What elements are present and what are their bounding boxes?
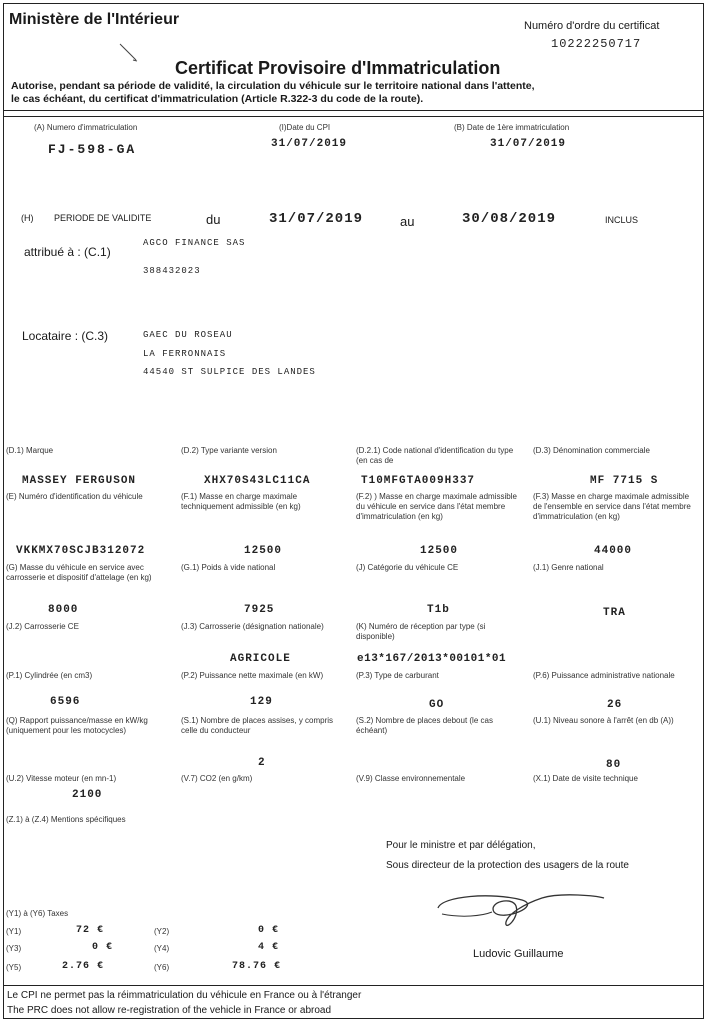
seats-value: 2 [258, 757, 266, 769]
max-mass-service-value: 12500 [420, 545, 459, 557]
fiscal-power-label: (P.6) Puissance administrative nationale [533, 671, 675, 680]
body-ce-label: (J.2) Carrosserie CE [6, 622, 79, 631]
tenant-address-2: 44540 ST SULPICE DES LANDES [143, 367, 316, 377]
footer-divider [3, 985, 704, 986]
vehicle-mass-value: 8000 [48, 604, 79, 616]
max-mass-combination-value: 44000 [594, 545, 633, 557]
commercial-name-label: (D.3) Dénomination commerciale [533, 446, 650, 455]
holder-label: attribué à : (C.1) [24, 245, 111, 259]
first-registration-date: 31/07/2019 [490, 138, 567, 150]
validity-label: PERIODE DE VALIDITE [54, 213, 152, 223]
vin-label: (E) Numéro d'identification du véhicule [6, 492, 143, 501]
registration-number-label: (A) Numero d'immatriculation [34, 123, 138, 132]
net-power-label: (P.2) Puissance nette maximale (en kW) [181, 671, 324, 680]
national-type-code-label: (D.2.1) Code national d'identification du type (en cas de [356, 446, 514, 465]
cpi-date-label: (I)Date du CPI [279, 123, 331, 132]
cpi-date: 31/07/2019 [271, 138, 348, 150]
tax-y2-value: 0 € [258, 925, 280, 936]
noise-level-label: (U.1) Niveau sonore à l'arrêt (en db (A)) [533, 716, 674, 725]
validity-inclus: INCLUS [605, 215, 639, 225]
type-variant-value: XHX70S43LC11CA [204, 475, 311, 487]
tax-y5-value: 2.76 € [62, 961, 105, 972]
validity-code: (H) [21, 213, 34, 223]
net-power-value: 129 [250, 696, 273, 708]
order-number-label: Numéro d'ordre du certificat [524, 20, 660, 32]
empty-weight-label: (G.1) Poids à vide national [181, 563, 276, 572]
displacement-label: (P.1) Cylindrée (en cm3) [6, 671, 93, 680]
ministry-name: Ministère de l'Intérieur [9, 11, 180, 28]
tenant-name: GAEC DU ROSEAU [143, 330, 233, 340]
brand-value: MASSEY FERGUSON [22, 475, 137, 487]
tax-y4-value: 4 € [258, 942, 280, 953]
national-type-code-value: T10MFGTA009H337 [361, 475, 476, 487]
seats-label: (S.1) Nombre de places assises, y compris celle du conducteur [181, 716, 334, 735]
technical-inspection-label: (X.1) Date de visite technique [533, 774, 638, 783]
specific-mentions-label: (Z.1) à (Z.4) Mentions spécifiques [6, 815, 126, 824]
displacement-value: 6596 [50, 696, 81, 708]
vin-value: VKKMX70SCJB312072 [16, 545, 146, 557]
vehicle-category-value: T1b [427, 604, 450, 616]
environmental-class-label: (V.9) Classe environnementale [356, 774, 466, 783]
validity-au: au [400, 214, 415, 229]
tax-y5-label: (Y5) [6, 963, 22, 972]
type-variant-label: (D.2) Type variante version [181, 446, 277, 455]
tax-y2-label: (Y2) [154, 927, 170, 936]
fiscal-power-value: 26 [607, 699, 623, 711]
header-divider-2 [3, 116, 704, 117]
tax-y1-value: 72 € [76, 925, 105, 936]
signatory-name: Ludovic Guillaume [473, 948, 564, 960]
tenant-label: Locataire : (C.3) [22, 329, 109, 343]
max-mass-service-label: (F.2) ) Masse en charge maximale admissible du véhicule en service dans l'état membre d'immatriculation (en kg) [356, 492, 517, 521]
holder-id: 388432023 [143, 266, 201, 276]
national-genre-value: TRA [603, 607, 626, 619]
national-genre-label: (J.1) Genre national [533, 563, 604, 572]
header-divider [3, 110, 704, 111]
footer-english: The PRC does not allow re-registration of the vehicle in France or abroad [7, 1005, 332, 1016]
type-approval-label: (K) Numéro de réception par type (si disponible) [356, 622, 486, 641]
engine-speed-label: (U.2) Vitesse moteur (en mn-1) [6, 774, 117, 783]
type-approval-value: e13*167/2013*00101*01 [357, 653, 507, 665]
validity-from-date: 31/07/2019 [269, 211, 364, 227]
fuel-type-value: GO [429, 699, 445, 711]
validity-du: du [206, 212, 221, 227]
document-subtitle-1: Autorise, pendant sa période de validité, la circulation du véhicule sur le territoire national dans l'attente, [11, 80, 535, 92]
tax-y1-label: (Y1) [6, 927, 22, 936]
max-mass-technical-value: 12500 [244, 545, 283, 557]
signature-line-1: Pour le ministre et par délégation, [386, 840, 536, 851]
tax-y4-label: (Y4) [154, 944, 170, 953]
signature-line-2: Sous directeur de la protection des usagers de la route [386, 860, 629, 871]
first-registration-date-label: (B) Date de 1ère immatriculation [454, 123, 570, 132]
tax-y3-value: 0 € [92, 942, 114, 953]
empty-weight-value: 7925 [244, 604, 275, 616]
tax-y6-label: (Y6) [154, 963, 170, 972]
check-mark-icon [118, 42, 140, 64]
max-mass-technical-label: (F.1) Masse en charge maximale techniquement admissible (en kg) [181, 492, 301, 511]
signature-icon [432, 888, 612, 938]
tenant-address-1: LA FERRONNAIS [143, 349, 227, 359]
power-mass-ratio-label: (Q) Rapport puissance/masse en kW/kg (uniquement pour les motocycles) [6, 716, 148, 735]
body-national-value: AGRICOLE [230, 653, 291, 665]
vehicle-mass-label: (G) Masse du véhicule en service avec carrosserie et dispositif d'attelage (en kg) [6, 563, 152, 582]
registration-number: FJ-598-GA [48, 142, 137, 157]
tax-y3-label: (Y3) [6, 944, 22, 953]
tax-y6-value: 78.76 € [232, 961, 282, 972]
standing-places-label: (S.2) Nombre de places debout (le cas échéant) [356, 716, 493, 735]
fuel-type-label: (P.3) Type de carburant [356, 671, 439, 680]
document-title: Certificat Provisoire d'Immatriculation [175, 58, 501, 78]
holder-name: AGCO FINANCE SAS [143, 238, 246, 248]
brand-label: (D.1) Marque [6, 446, 54, 455]
footer-french: Le CPI ne permet pas la réimmatriculation du véhicule en France ou à l'étranger [7, 990, 362, 1001]
validity-to-date: 30/08/2019 [462, 211, 557, 227]
noise-level-value: 80 [606, 759, 622, 771]
document-subtitle-2: le cas échéant, du certificat d'immatriculation (Article R.322-3 du code de la route). [11, 93, 424, 105]
co2-label: (V.7) CO2 (en g/km) [181, 774, 253, 783]
commercial-name-value: MF 7715 S [590, 475, 659, 487]
engine-speed-value: 2100 [72, 789, 103, 801]
taxes-title: (Y1) à (Y6) Taxes [6, 909, 69, 918]
max-mass-combination-label: (F.3) Masse en charge maximale admissible de l'ensemble en service dans l'état membre d'immatriculation (en kg) [533, 492, 691, 521]
order-number: 10222250717 [551, 37, 642, 51]
vehicle-category-label: (J) Catégorie du véhicule CE [356, 563, 459, 572]
body-national-label: (J.3) Carrosserie (désignation nationale) [181, 622, 324, 631]
